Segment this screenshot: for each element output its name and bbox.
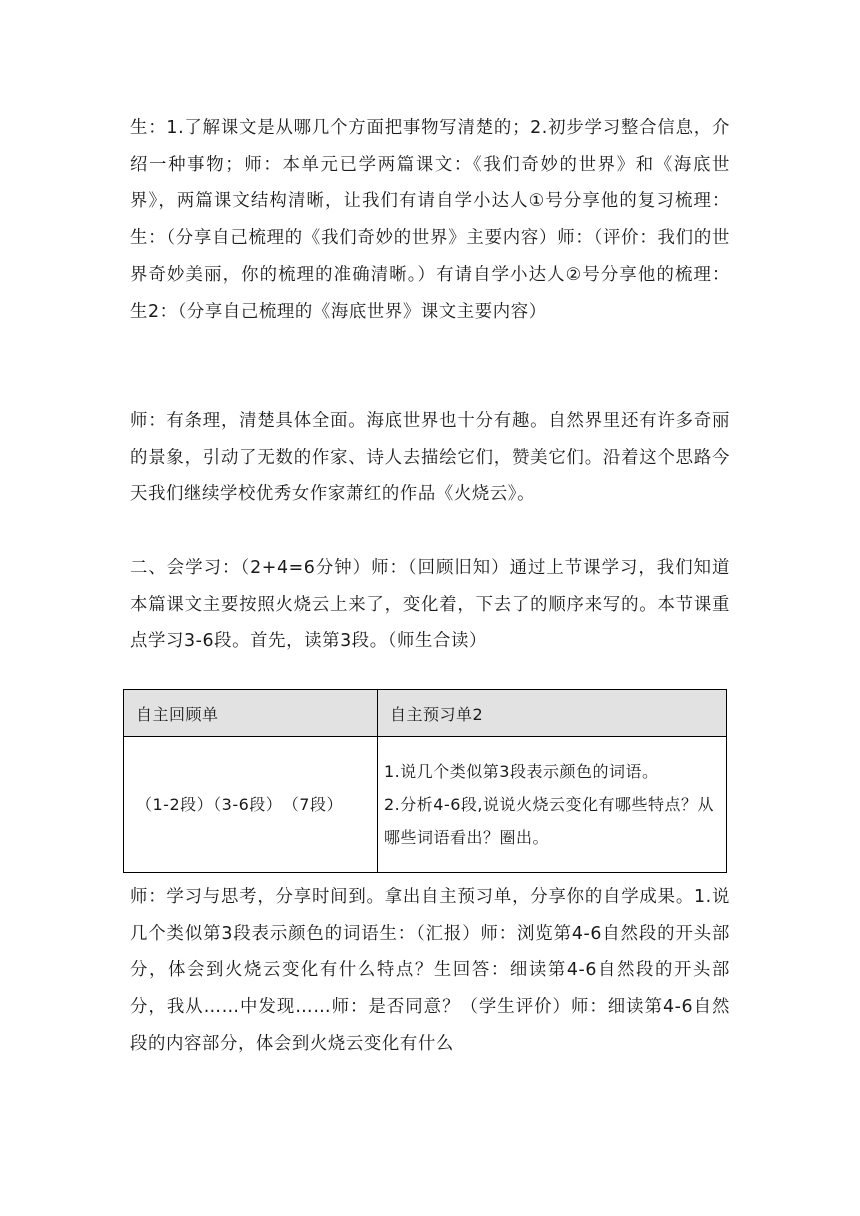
paragraph-review: 生：1.了解课文是从哪几个方面把事物写清楚的；2.初步学习整合信息，介绍一种事物；师：本单元已学两篇课文：《我们奇妙的世界》和《海底世界》，两篇课文结构清晰，让我们有请自学小达人①号分享他的复习梳理：生：（分享自己梳理的《我们奇妙的世界》主要内容）师：（评价：我们的世界奇妙美丽，你的梳理的准确清晰。）有请自学小达人②号分享他的梳理：生2：（分享自己梳理的《海底世界》课文主要内容） [130,118,730,322]
table-row [124,737,727,873]
preview-cell [378,737,727,873]
table-header-review: 自主回顾单 [124,690,378,737]
preview-item-2: 2.分析4-6段,说说火烧云变化有哪些特点？从哪些词语看出？圈出。 [384,795,714,847]
paragraph-sharing: 师：学习与思考，分享时间到。拿出自主预习单，分享你的自学成果。1.说几个类似第3段表示颜色的词语生：（汇报）师：浏览第4-6自然段的开头部分，体会到火烧云变化有什么特点？生回答：细读第4-6自然段的开头部分，我从……中发现……师：是否同意？（学生评价）师：细读第4-6自然段的内容部分，体会到火烧云变化有什么 [130,887,730,1054]
worksheet-table [123,689,727,873]
table-header-preview: 自主预习单2 [378,690,727,737]
preview-item-1: 1.说几个类似第3段表示颜色的词语。 [384,762,659,781]
paragraph-learning: 二、会学习：（2+4=6分钟）师：（回顾旧知）通过上节课学习，我们知道本篇课文主要按照火烧云上来了，变化着，下去了的顺序来写的。本节课重点学习3-6段。首先，读第3段。（师生合读） [130,558,730,652]
paragraph-transition: 师：有条理，清楚具体全面。海底世界也十分有趣。自然界里还有许多奇丽的景象，引动了无数的作家、诗人去描绘它们，赞美它们。沿着这个思路今天我们继续学校优秀女作家萧红的作品《火烧云》。 [130,411,730,505]
table-header-row [124,690,727,737]
review-cell: （1-2段）（3-6段） （7段） [124,737,378,873]
